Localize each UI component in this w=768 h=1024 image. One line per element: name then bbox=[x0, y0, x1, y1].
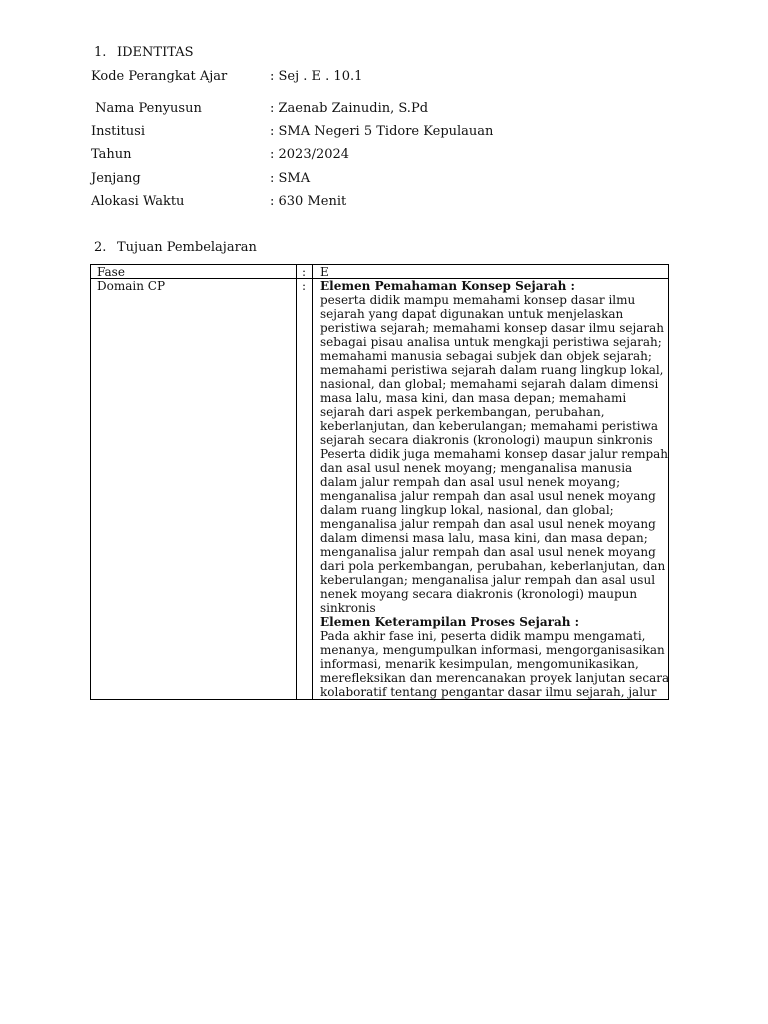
fase-separator: : bbox=[302, 265, 307, 279]
para1-line: menganalisa jalur rempah dan asal usul nenek moyang bbox=[320, 517, 656, 531]
para2-line: merefleksikan dan merencanakan proyek lanjutan secara bbox=[320, 671, 670, 685]
para2-line: informasi, menarik kesimpulan, mengomunikasikan, bbox=[320, 657, 639, 671]
para1-line: sejarah dari aspek perkembangan, perubahan, bbox=[320, 405, 605, 419]
para1-line: Peserta didik juga memahami konsep dasar jalur rempah bbox=[320, 447, 669, 461]
learning-goals-table bbox=[90, 264, 669, 700]
section-1-number: 1. bbox=[94, 45, 107, 60]
identity-label-alokasi: Alokasi Waktu bbox=[91, 194, 185, 209]
identity-value-kode: : Sej . E . 10.1 bbox=[270, 69, 363, 84]
identity-value-alokasi: : 630 Menit bbox=[270, 194, 347, 209]
para1-line: sejarah secara diakronis (kronologi) maupun sinkronis bbox=[320, 433, 653, 447]
identity-label-institusi: Institusi bbox=[91, 124, 145, 139]
para1-line: dalam ruang lingkup lokal, nasional, dan global; bbox=[320, 503, 614, 517]
para1-line: menganalisa jalur rempah dan asal usul nenek moyang bbox=[320, 545, 656, 559]
para1-line: sebagai pisau analisa untuk mengkaji peristiwa sejarah; bbox=[320, 335, 662, 349]
element-heading-2: Elemen Keterampilan Proses Sejarah : bbox=[320, 615, 580, 629]
identity-value-jenjang: : SMA bbox=[270, 171, 311, 186]
para1-line: memahami peristiwa sejarah dalam ruang lingkup lokal, bbox=[320, 363, 664, 377]
identity-value-institusi: : SMA Negeri 5 Tidore Kepulauan bbox=[270, 124, 494, 139]
para1-line: memahami manusia sebagai subjek dan objek sejarah; bbox=[320, 349, 652, 363]
domain-label: Domain CP bbox=[97, 279, 166, 293]
para1-line: dari pola perkembangan, perubahan, keberlanjutan, dan bbox=[320, 559, 666, 573]
para1-line: keberlanjutan, dan keberulangan; memahami peristiwa bbox=[320, 419, 659, 433]
para2-line: Pada akhir fase ini, peserta didik mampu mengamati, bbox=[320, 629, 646, 643]
para1-line: dalam jalur rempah dan asal usul nenek moyang; bbox=[320, 475, 621, 489]
section-1-title: IDENTITAS bbox=[117, 45, 194, 60]
para1-line: dan asal usul nenek moyang; menganalisa manusia bbox=[320, 461, 633, 475]
table-col-divider-2 bbox=[312, 265, 313, 699]
para1-line: sejarah yang dapat digunakan untuk menjelaskan bbox=[320, 307, 624, 321]
table-col-divider-1 bbox=[296, 265, 297, 699]
fase-label: Fase bbox=[97, 265, 125, 279]
para1-line: peserta didik mampu memahami konsep dasar ilmu bbox=[320, 293, 636, 307]
para1-line: menganalisa jalur rempah dan asal usul nenek moyang bbox=[320, 489, 656, 503]
identity-label-kode: Kode Perangkat Ajar bbox=[91, 69, 228, 84]
para1-line: sinkronis bbox=[320, 601, 376, 615]
identity-label-jenjang: Jenjang bbox=[91, 171, 141, 186]
domain-content bbox=[320, 279, 670, 699]
para1-line: nasional, dan global; memahami sejarah dalam dimensi bbox=[320, 377, 659, 391]
para1-line: keberulangan; menganalisa jalur rempah dan asal usul bbox=[320, 573, 656, 587]
para1-line: peristiwa sejarah; memahami konsep dasar ilmu sejarah bbox=[320, 321, 664, 335]
fase-value: E bbox=[320, 265, 329, 279]
para1-line: masa lalu, masa kini, dan masa depan; memahami bbox=[320, 391, 627, 405]
identity-value-penyusun: : Zaenab Zainudin, S.Pd bbox=[270, 101, 429, 116]
section-2-number: 2. bbox=[94, 240, 107, 255]
identity-label-penyusun: Nama Penyusun bbox=[91, 101, 202, 116]
para2-line: menanya, mengumpulkan informasi, mengorganisasikan bbox=[320, 643, 665, 657]
para2-line: kolaboratif tentang pengantar dasar ilmu sejarah, jalur bbox=[320, 685, 657, 699]
element-heading-1: Elemen Pemahaman Konsep Sejarah : bbox=[320, 279, 575, 293]
domain-separator: : bbox=[302, 279, 307, 293]
identity-label-tahun: Tahun bbox=[91, 147, 132, 162]
para1-line: nenek moyang secara diakronis (kronologi) maupun bbox=[320, 587, 638, 601]
section-2-title: Tujuan Pembelajaran bbox=[117, 240, 257, 255]
para1-line: dalam dimensi masa lalu, masa kini, dan masa depan; bbox=[320, 531, 648, 545]
identity-value-tahun: : 2023/2024 bbox=[270, 147, 350, 162]
